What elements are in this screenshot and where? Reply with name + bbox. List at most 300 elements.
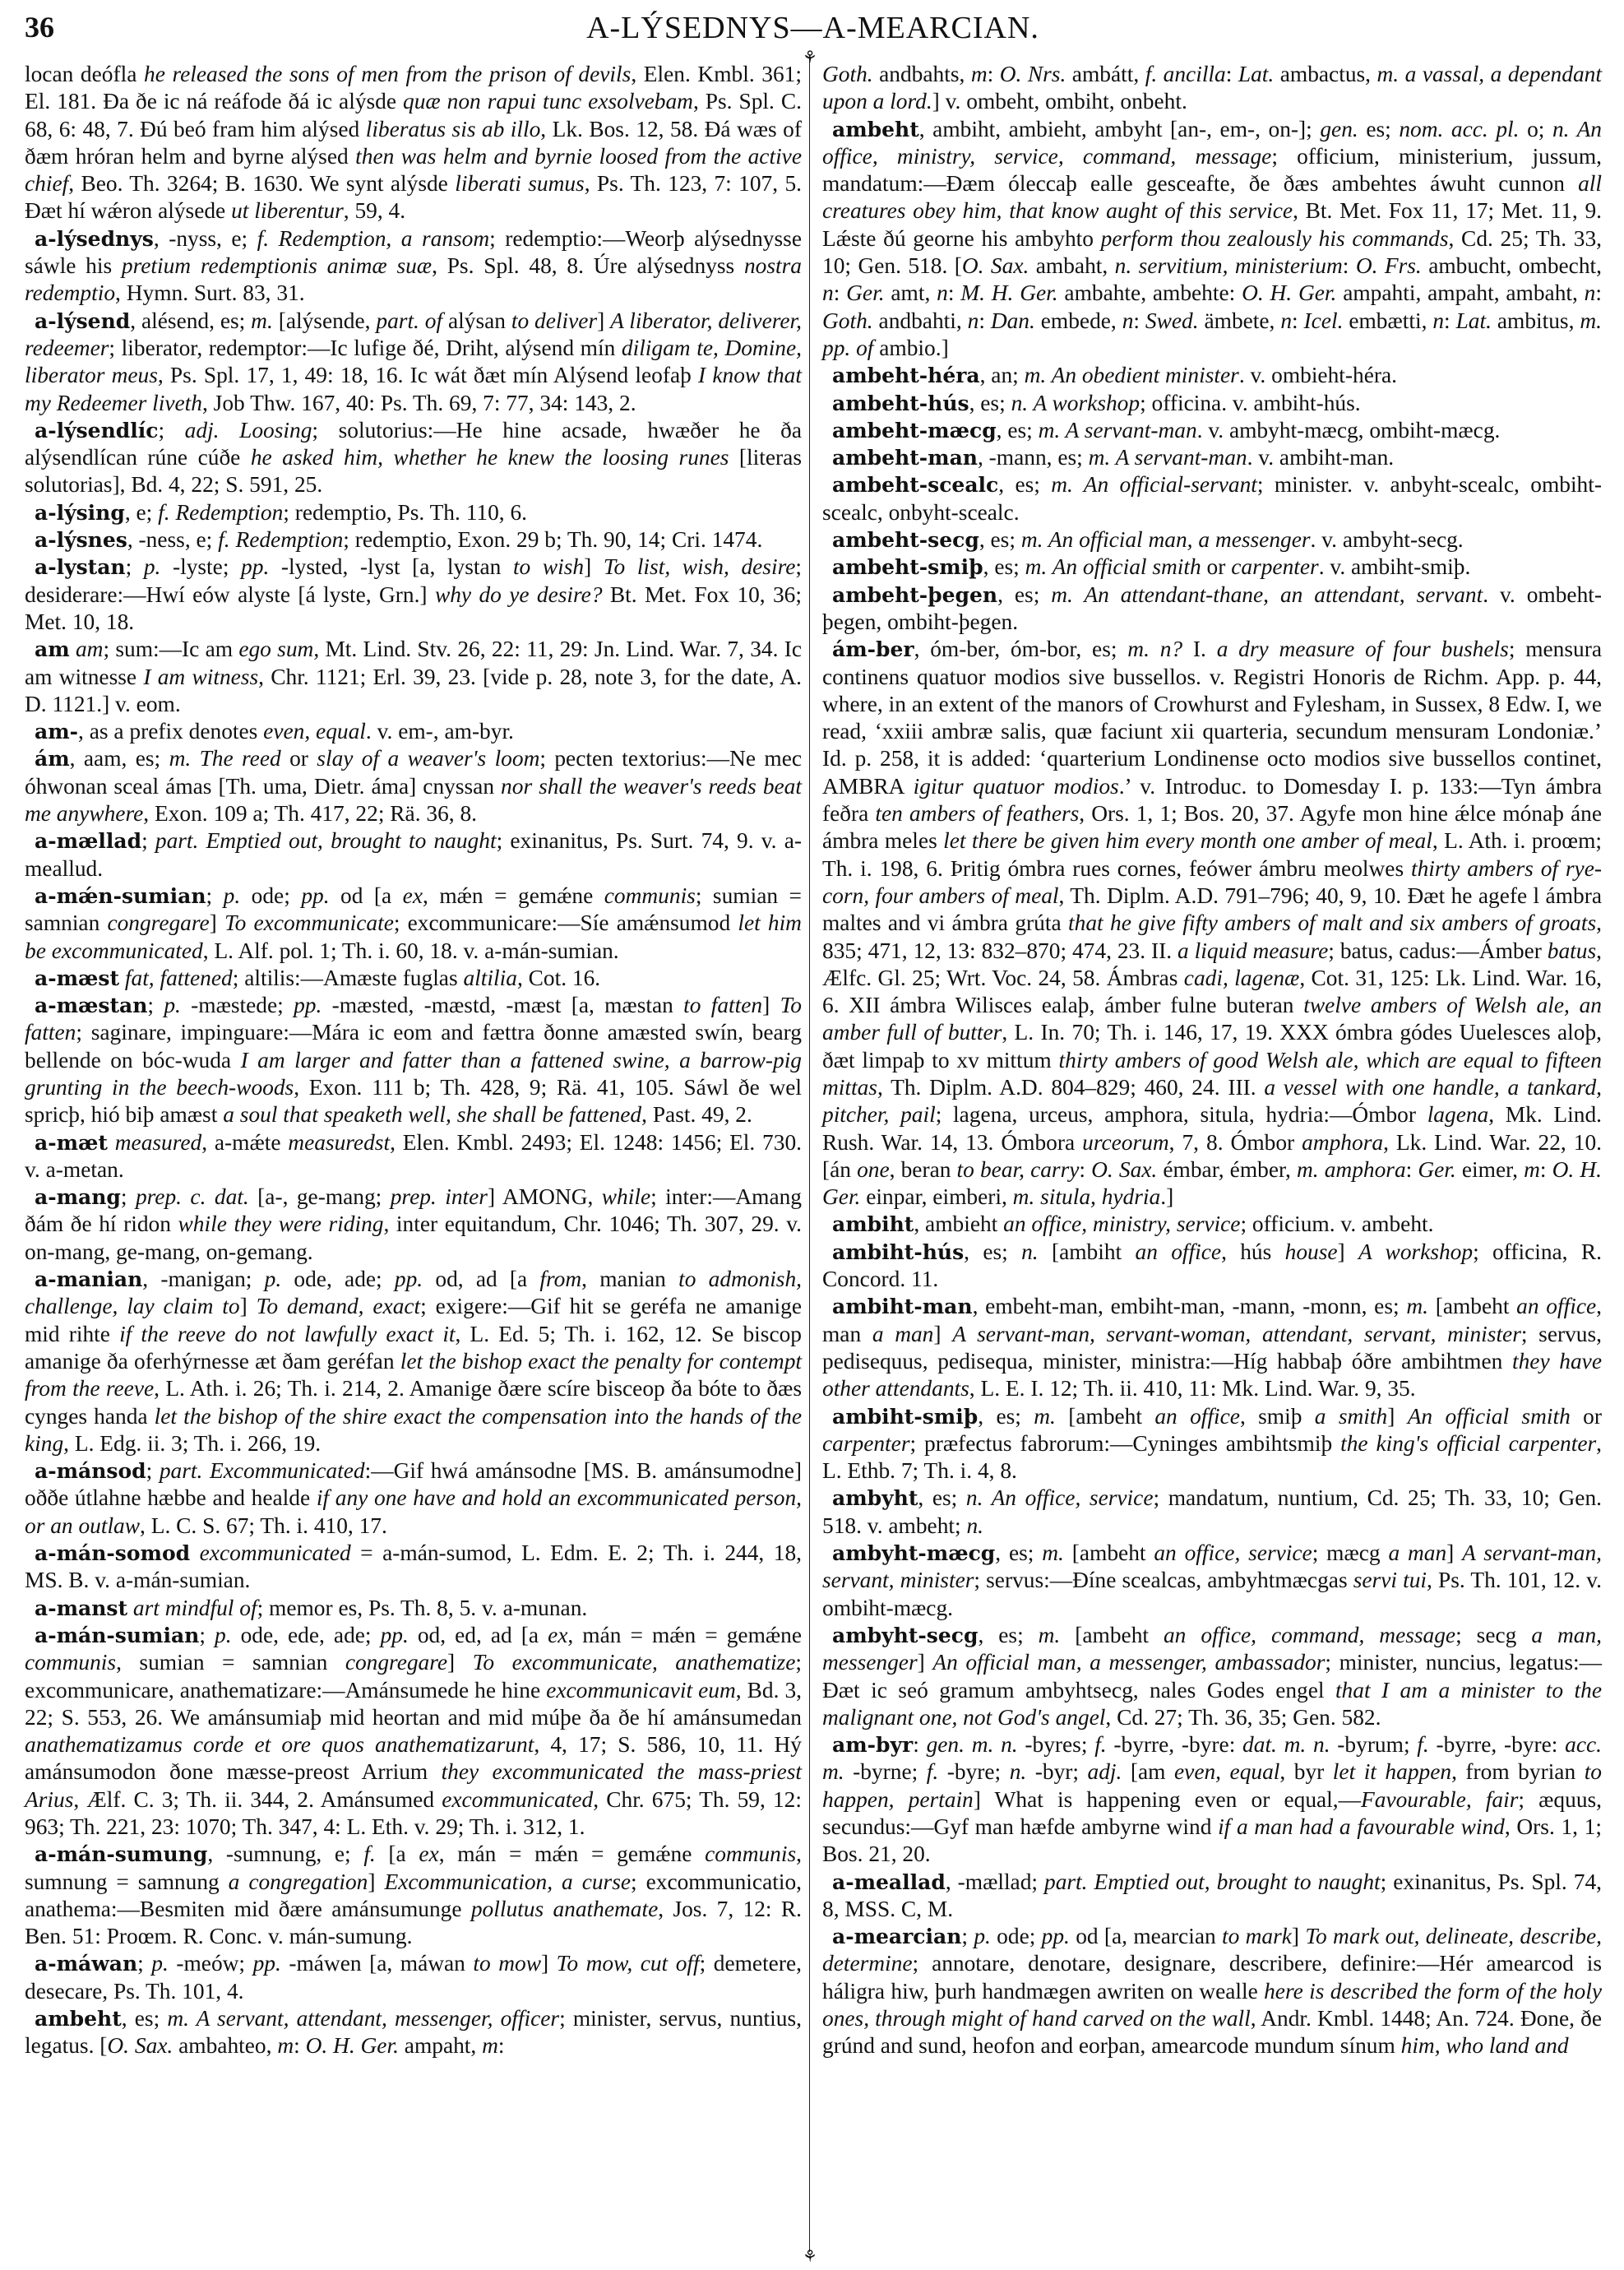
gloss-text: diligam te, Domine, liberator meus bbox=[25, 335, 803, 388]
gloss-text: if a man had a favourable wind bbox=[1218, 1814, 1505, 1839]
gloss-text: servi tui bbox=[1353, 1568, 1427, 1593]
entry-text: , Mt. Lind. Stv. 26, 22: 11, 29: Jn. Lind. War. 7, 34. Ic am witnesse bbox=[25, 637, 803, 689]
entry-text: , es; bbox=[997, 581, 1052, 607]
entry-text: -mæsted, -mæstd, -mæst [a, mæstan bbox=[322, 993, 684, 1018]
gloss-text: then was helm and byrnie loosed from the active chief bbox=[25, 143, 802, 197]
entry-text: ; excommunicatio, anathema:—Besmiten mid ðære amánsumunge bbox=[25, 1869, 802, 1921]
entry-text: , -manigan; bbox=[142, 1267, 265, 1292]
headword: ambiht bbox=[832, 1212, 914, 1237]
gloss-text: while bbox=[601, 1184, 651, 1210]
entry-text: alýsan bbox=[442, 308, 511, 333]
entry-text: . v. ambyht-secg. bbox=[1310, 527, 1464, 553]
entry-text: = a-mán-sumod, L. Edm. E. 2; Th. i. 244, 18, MS. B. v. a-mán-sumian. bbox=[25, 1540, 802, 1593]
entry-text: -lyste; bbox=[160, 554, 242, 580]
entry-text: ode, ade; bbox=[281, 1267, 395, 1292]
entry-text: , Exon. 109 a; Th. 417, 22; Rä. 36, 8. bbox=[143, 801, 478, 827]
entry-text: ; bbox=[961, 1924, 974, 1949]
gloss-text: To list, wish, desire bbox=[603, 554, 796, 580]
entry-text: : bbox=[987, 62, 1000, 86]
dictionary-entry bbox=[25, 2005, 802, 2060]
gloss-text: let the bishop exact the penalty for contempt from the reeve bbox=[25, 1348, 802, 1401]
gloss-text: n. An office, ministry, service, command, message bbox=[822, 116, 1602, 169]
gloss-text: n bbox=[1280, 308, 1293, 333]
gloss-text: n. servitium, ministerium bbox=[1114, 253, 1343, 279]
dictionary-entry bbox=[25, 499, 802, 526]
entry-text: , Ps. Spl. C. 68, 6: 48, 7. Ðú beó fram him alýsed bbox=[25, 89, 802, 141]
headword: ambyht-mæcg bbox=[832, 1541, 996, 1566]
gloss-text: to happen, pertain bbox=[822, 1759, 1602, 1812]
gloss-text: house bbox=[1284, 1239, 1338, 1264]
dictionary-entry bbox=[25, 225, 802, 308]
headword: ambiht-hús bbox=[832, 1239, 965, 1264]
headword: a-mæst bbox=[35, 966, 120, 990]
gloss-text: pp. bbox=[241, 554, 270, 580]
headword: a-lýsnes bbox=[35, 528, 127, 553]
dictionary-entry bbox=[822, 1211, 1602, 1238]
entry-text: : bbox=[1342, 253, 1356, 279]
gloss-text: nostra redemptio bbox=[25, 253, 802, 306]
entry-text: , mǽn = gemǽne bbox=[423, 883, 604, 908]
entry-text: ; bbox=[137, 1951, 152, 1976]
entry-text: -meów; bbox=[168, 1951, 253, 1976]
dictionary-entry bbox=[822, 116, 1602, 363]
headword: ambeht bbox=[35, 2007, 122, 2031]
entry-text: , Ors. 1, 1; Bos. 21, 20. bbox=[822, 1814, 1602, 1867]
entry-text: ; officium, ministerium, jussum, mandatum:—Ðæm óleccaþ ealle gesceafte, ðe ðæs ambehtes áwuht cunnon bbox=[822, 143, 1602, 197]
entry-text: : bbox=[947, 280, 961, 306]
gloss-text: let it happen bbox=[1332, 1759, 1452, 1785]
entry-text: ambitus, bbox=[1491, 308, 1580, 333]
entry-text: : bbox=[1539, 1156, 1552, 1182]
entry-text: ambahteo, bbox=[173, 2033, 278, 2059]
entry-text: , L. Ethb. 7; Th. i. 4, 8. bbox=[822, 1430, 1602, 1484]
dictionary-entry bbox=[822, 554, 1602, 581]
gloss-text: why do ye desire? bbox=[434, 581, 603, 607]
gloss-text: to fatten bbox=[683, 993, 763, 1018]
entry-text: -byres; bbox=[1017, 1732, 1095, 1758]
entry-text: ; desiderare:—Hwí eów alyste [á lyste, Grn.] bbox=[25, 554, 802, 607]
gloss-text: m. bbox=[1042, 1540, 1064, 1566]
entry-text: [alýsende, bbox=[272, 308, 377, 333]
dictionary-entry bbox=[822, 444, 1602, 471]
entry-text: ] bbox=[1446, 1540, 1463, 1566]
entry-text: ] bbox=[447, 1650, 473, 1675]
entry-text: , es; bbox=[121, 2006, 168, 2031]
gloss-text: to mark bbox=[1221, 1924, 1292, 1949]
entry-text: ; exinanitus, Ps. Surt. 74, 9. v. a-meallud. bbox=[25, 828, 802, 881]
entry-text bbox=[119, 966, 125, 990]
headword: a-lystan bbox=[35, 555, 126, 580]
gloss-text: Icel. bbox=[1303, 308, 1344, 333]
gloss-text: batus bbox=[1547, 938, 1597, 963]
gloss-text: p. bbox=[143, 554, 161, 580]
entry-text: ; excommunicare:—Síe amǽnsumod bbox=[393, 910, 738, 936]
entry-text: , L. C. S. 67; Th. i. 410, 17. bbox=[140, 1513, 387, 1538]
gloss-text: m. The reed bbox=[169, 746, 281, 771]
dictionary-entry bbox=[25, 745, 802, 827]
gloss-text: a soul that speaketh well, she shall be fattened bbox=[223, 1102, 642, 1128]
gloss-text: ego sum bbox=[238, 637, 314, 662]
entry-text: ; mandatum, nuntium, Cd. 25; Th. 33, 10; Gen. 518. v. ambeht; bbox=[822, 1485, 1602, 1538]
gloss-text: p. bbox=[151, 1951, 169, 1976]
entry-text: , Cd. 25; Th. 33, 10; Gen. 518. [ bbox=[822, 225, 1602, 279]
gloss-text: liberatus sis ab illo bbox=[365, 116, 541, 141]
entry-text: , smiþ bbox=[1239, 1403, 1315, 1429]
entry-text: locan deófla bbox=[25, 62, 144, 86]
gloss-text: n. bbox=[966, 1513, 984, 1538]
headword: ambiht-smiþ bbox=[832, 1404, 979, 1429]
entry-text: o; bbox=[1519, 116, 1552, 141]
entry-text: , Th. Diplm. A.D. 791–796; 40, 9, 10. Ðæt he agefe l ámbra maltes and vi ámbra grúta bbox=[822, 883, 1602, 936]
gloss-text: n bbox=[1122, 308, 1134, 333]
entry-text: , man bbox=[822, 1294, 1602, 1346]
headword: a-mán-sumung bbox=[35, 1842, 208, 1867]
gloss-text: m bbox=[482, 2033, 498, 2059]
entry-text: , Ps. Th. 101, 12. v. ombiht-mæcg. bbox=[822, 1568, 1602, 1620]
entry-text: , L. Alf. pol. 1; Th. i. 60, 18. v. a-mán-sumian. bbox=[202, 938, 619, 963]
entry-text: , Elen. Kmbl. 2493; El. 1248: 1456; El. 730. v. a-metan. bbox=[25, 1129, 802, 1182]
gloss-text: f. Redemption bbox=[158, 499, 284, 525]
entry-text: ; bbox=[141, 828, 155, 854]
dictionary-entry bbox=[822, 581, 1602, 637]
entry-text: ampaht, bbox=[398, 2033, 483, 2059]
entry-text: , ambiht, ambieht, ambyht [an-, em-, on-]; bbox=[918, 116, 1321, 141]
headword: ambeht-héra bbox=[832, 364, 980, 388]
gloss-text: gen. m. n. bbox=[926, 1732, 1018, 1758]
headword: a-meallad bbox=[832, 1869, 946, 1894]
entry-text: , Hymn. Surt. 83, 31. bbox=[115, 280, 305, 306]
entry-text: ] bbox=[933, 1321, 953, 1346]
entry-text: , inter equitandum, Chr. 1046; Th. 307, 29. v. on-mang, ge-mang, on-gemang. bbox=[25, 1211, 802, 1264]
dictionary-entry bbox=[25, 1540, 802, 1595]
gloss-text: p. bbox=[164, 993, 181, 1018]
entry-text: [ambeht bbox=[1427, 1294, 1517, 1319]
entry-text: , Chr. 1121; Erl. 39, 23. [vide p. 28, note 3, for the date, A. D. 1121.] v. eom. bbox=[25, 664, 802, 716]
entry-text: , Lk. Bos. 12, 58. Ðá wæs of ðæm hróran helm and byrne alýsed bbox=[25, 116, 802, 169]
gloss-text: congregare bbox=[107, 910, 210, 936]
entry-text: ; altilis:—Amæste fuglas bbox=[232, 965, 464, 990]
dictionary-entry bbox=[822, 1869, 1602, 1924]
gloss-text: A liberator, deliverer, redeemer bbox=[25, 308, 802, 360]
gloss-text: pp. bbox=[294, 993, 322, 1018]
gloss-text: To excommunicate bbox=[224, 910, 394, 936]
gloss-text: m bbox=[970, 62, 988, 86]
entry-continuation bbox=[25, 61, 802, 225]
gloss-text: f. bbox=[926, 1759, 939, 1785]
entry-text: ; æquus, secundus:—Gyf man hæfde ambyrne wind bbox=[822, 1786, 1603, 1839]
gloss-text: m. An official man, a messenger bbox=[1020, 527, 1311, 553]
entry-text: ] bbox=[762, 993, 780, 1018]
gloss-text: An official man, a messenger, ambassador bbox=[932, 1650, 1326, 1675]
headword: ambeht-secg bbox=[832, 528, 979, 553]
entry-text: [a-, ge-mang; bbox=[248, 1184, 391, 1210]
gloss-text: p. bbox=[264, 1267, 282, 1292]
dictionary-entry bbox=[822, 1540, 1602, 1622]
gloss-text: m. situla, hydria bbox=[1012, 1184, 1161, 1210]
headword: ambiht-man bbox=[832, 1295, 973, 1319]
gloss-text: O. H. Ger. bbox=[1242, 280, 1337, 306]
headword: a-mællad bbox=[35, 829, 142, 854]
gloss-text: communis bbox=[705, 1841, 797, 1867]
entry-text: ; bbox=[125, 554, 144, 580]
entry-text: ämbete, bbox=[1198, 308, 1281, 333]
entry-text: , embeht-man, embiht-man, -mann, -monn, es; bbox=[972, 1294, 1407, 1319]
dictionary-entry bbox=[25, 308, 802, 417]
entry-text: Bt. Met. Fox 10, 36; Met. 10, 18. bbox=[25, 581, 802, 634]
headword: ám bbox=[35, 747, 70, 771]
gloss-text: m. n? bbox=[1127, 637, 1183, 662]
gloss-text: A workshop bbox=[1358, 1239, 1474, 1264]
gloss-text: O. Sax. bbox=[1091, 1156, 1158, 1182]
entry-text: ambahte, ambehte: bbox=[1057, 280, 1242, 306]
gloss-text: f. bbox=[1417, 1732, 1429, 1758]
entry-continuation bbox=[822, 61, 1602, 116]
entry-text: amt, bbox=[884, 280, 937, 306]
gloss-text: p. bbox=[974, 1924, 991, 1949]
entry-text: , es; bbox=[996, 417, 1039, 442]
entry-text: , 4, 17; S. 586, 10, 11. Hý amánsumodon ðone mæsse-preost Arrium bbox=[25, 1732, 802, 1785]
entry-text: ] bbox=[584, 554, 604, 580]
gloss-text: part. Emptied out, brought to naught bbox=[1044, 1869, 1381, 1894]
entry-text: , L. In. 70; Th. i. 146, 17, 19. XXX ómbra gódes Uuelesces aloþ, ðæt limpaþ to xv mittum bbox=[822, 1020, 1602, 1072]
entry-text: ; bbox=[146, 1458, 160, 1484]
gloss-text: he released the sons of men from the prison of devils bbox=[144, 62, 632, 86]
gloss-text: To demand, exact bbox=[256, 1294, 421, 1319]
dictionary-entry bbox=[25, 965, 802, 992]
gloss-text: to wish bbox=[512, 554, 585, 580]
entry-text: , 59, 4. bbox=[343, 198, 406, 224]
gloss-text: liberati sumus bbox=[455, 171, 585, 197]
entry-text: ] bbox=[239, 1294, 257, 1319]
entry-text: , Bt. Met. Fox 11, 17; Met. 11, 9. Lǽste ðú georne his ambyhto bbox=[822, 198, 1602, 251]
entry-text: ; redemptio, Ps. Th. 110, 6. bbox=[283, 499, 528, 525]
gloss-text: n. A workshop bbox=[1011, 390, 1141, 415]
entry-text: ; batus, cadus:—Ámber bbox=[1328, 938, 1548, 963]
dictionary-entry bbox=[25, 883, 802, 965]
dictionary-entry bbox=[25, 1457, 802, 1540]
gloss-text: let him be excommunicated bbox=[25, 910, 802, 963]
gloss-text: let there be given him every month one amber of meal bbox=[943, 828, 1432, 854]
entry-text: od [a, mearcian bbox=[1069, 1924, 1222, 1949]
entry-text: ; saginare, impinguare:—Mára ic eom and fættra ðonne amæsted swín, bearg bellende on bóc-wuda bbox=[25, 1020, 802, 1072]
entry-text: [ambeht bbox=[1055, 1403, 1155, 1429]
gloss-text: Lat. bbox=[1238, 62, 1275, 86]
headword: a-lýsendlíc bbox=[35, 418, 159, 442]
headword: ambeht-scealc bbox=[832, 473, 999, 498]
gloss-text: anathematizamus corde et ore quos anathematizarunt bbox=[25, 1732, 534, 1758]
gloss-text: M. H. Ger. bbox=[960, 280, 1058, 306]
entry-text: ] bbox=[1337, 1239, 1358, 1264]
entry-text: , es; bbox=[918, 1485, 966, 1511]
entry-text: or bbox=[280, 746, 317, 771]
entry-text: , L. Ath. i. 26; Th. i. 214, 2. Amanige ðære scíre bisceop ða bóte to ðæs cynges handa bbox=[25, 1376, 802, 1429]
entry-text: , sumnung = samnung bbox=[25, 1841, 802, 1894]
gloss-text: to deliver bbox=[511, 308, 598, 333]
gloss-text: m bbox=[1524, 1156, 1540, 1182]
dictionary-entry bbox=[822, 390, 1602, 417]
dictionary-entry bbox=[822, 1403, 1602, 1485]
entry-text: ; exinanitus, Ps. Spl. 74, 8, MSS. C, M. bbox=[822, 1869, 1602, 1921]
entry-text: , -sumnung, e; bbox=[207, 1841, 364, 1867]
entry-text bbox=[190, 1540, 200, 1565]
entry-text: , -mann, es; bbox=[977, 445, 1089, 470]
entry-text: ; lagena, urceus, amphora, situla, hydria:—Ómbor bbox=[935, 1102, 1427, 1128]
entry-text: ; exigere:—Gif hit se geréfa ne amanige mid rihte bbox=[25, 1294, 802, 1346]
left-column bbox=[25, 61, 802, 2060]
entry-text: -byrne; bbox=[844, 1759, 927, 1785]
entry-text: , byr bbox=[1279, 1759, 1333, 1785]
gloss-text: they have other attendants bbox=[822, 1348, 1602, 1401]
gloss-text: Ger. bbox=[846, 280, 885, 306]
gloss-text: thirty ambers of rye-corn, four ambers of meal bbox=[822, 855, 1602, 908]
headword: a-mang bbox=[35, 1185, 121, 1210]
entry-text: ; bbox=[206, 883, 224, 908]
entry-text bbox=[127, 1596, 133, 1620]
entry-text: , e; bbox=[124, 499, 159, 525]
entry-text: , an; bbox=[979, 363, 1025, 388]
gloss-text: prep. inter bbox=[390, 1184, 488, 1210]
headword: ambeht-smiþ bbox=[832, 555, 983, 580]
gloss-text: Dan. bbox=[990, 308, 1035, 333]
entry-text: , Beo. Th. 3264; B. 1630. We synt alýsde bbox=[68, 171, 456, 197]
entry-text: ode, ede, ade; bbox=[231, 1622, 381, 1647]
entry-text: : bbox=[1405, 1156, 1418, 1182]
gloss-text: thirty ambers of good Welsh ale, which are equal to fifteen mittas bbox=[822, 1047, 1602, 1100]
gloss-text: pp. bbox=[1041, 1924, 1070, 1949]
gloss-text: dat. m. n. bbox=[1242, 1732, 1330, 1758]
gloss-text: a smith bbox=[1314, 1403, 1388, 1429]
gloss-text: n. An office, service bbox=[965, 1485, 1154, 1511]
dictionary-entry bbox=[822, 526, 1602, 554]
gloss-text: m. An official-servant bbox=[1051, 472, 1257, 498]
entry-text: ; minister. v. anbyht-scealc, ombiht-scealc, onbyht-scealc. bbox=[822, 472, 1602, 525]
entry-text: -byrre, -byre: bbox=[1106, 1732, 1243, 1758]
gloss-text: O. H. Ger. bbox=[305, 2033, 399, 2059]
headword: am bbox=[35, 637, 70, 662]
gloss-text: slay of a weaver's loom bbox=[317, 746, 540, 771]
dictionary-entry bbox=[822, 1293, 1602, 1402]
entry-text: eimer, bbox=[1455, 1156, 1525, 1182]
entry-text: ; mensura continens quatuor modios sive bussellos. v. Registri Honoris de Richm. App. p. 44, where, in an extent of the manors of Crowhurst and Fylesham, in Sussex, 8 Edw. I, we read, ‘xxiii ambræ salis, quæ faciunt xii quarteria, secundum mensuram Londoniæ.’ Id. p. 258, it is added: ‘quarterium Londinense octo modios sive bussellos continet, AMBRA bbox=[822, 637, 1603, 799]
gloss-text: Swed. bbox=[1145, 308, 1199, 333]
entry-text: : bbox=[979, 308, 991, 333]
gloss-text: n. bbox=[1021, 1239, 1039, 1264]
gloss-text: if any one have and hold an excommunicated person, or an outlaw bbox=[25, 1485, 802, 1538]
headword: a-máwan bbox=[35, 1952, 138, 1976]
entry-text: , óm-ber, óm-bor, es; bbox=[914, 637, 1128, 662]
gloss-text: nor shall the weaver's reeds beat me anywhere bbox=[25, 773, 802, 827]
headword: ambeht-mæcg bbox=[832, 418, 997, 442]
gloss-text: n. bbox=[1009, 1759, 1027, 1785]
dictionary-entry bbox=[25, 1622, 802, 1841]
entry-text: ode; bbox=[240, 883, 302, 908]
entry-text: embætti, bbox=[1343, 308, 1433, 333]
entry-text: , aam, es; bbox=[69, 746, 169, 771]
entry-text: , Andr. Kmbl. 1448; An. 724. Ðone, ðe grúnd and sund, heofon and eorþan, amearcode mundum sínum bbox=[822, 2006, 1602, 2059]
entry-text: . v. ambiht-man. bbox=[1247, 445, 1395, 470]
entry-text: , Ps. Th. 123, 7: 107, 5. Ðæt hí wǽron alýsede bbox=[25, 171, 802, 224]
dictionary-entry bbox=[822, 1731, 1602, 1868]
gloss-text: f. bbox=[363, 1841, 376, 1867]
right-column bbox=[822, 61, 1602, 2060]
entry-text: ; demetere, desecare, Ps. Th. 101, 4. bbox=[25, 1951, 802, 2004]
gloss-text: part. of bbox=[376, 308, 443, 333]
entry-text: . v. em-, am-byr. bbox=[365, 719, 514, 744]
gloss-text: here is described the form of the holy ones, through might of hand carved on the wall bbox=[822, 1978, 1602, 2031]
entry-text: -máwen [a, máwan bbox=[280, 1951, 474, 1976]
gloss-text: communis bbox=[604, 883, 696, 908]
gloss-text: that I am a minister to the malignant one, not God's angel bbox=[822, 1677, 1602, 1730]
gloss-text: an office bbox=[1516, 1294, 1597, 1319]
headword: a-mæt bbox=[35, 1130, 108, 1155]
gloss-text: they excommunicated the mass-priest Arius bbox=[25, 1759, 802, 1812]
gloss-text: f. Redemption bbox=[218, 527, 344, 553]
entry-text: , Past. 49, 2. bbox=[641, 1102, 752, 1128]
gloss-text: m. An official smith bbox=[1025, 554, 1201, 580]
headword: a-mán-somod bbox=[35, 1541, 191, 1566]
gloss-text: A servant-man, servant-woman, attendant, servant, minister bbox=[952, 1321, 1521, 1346]
entry-text: , Exon. 111 b; Th. 428, 9; Rä. 41, 105. Sáwl ðe wel spricþ, hió biþ amæst bbox=[25, 1074, 802, 1128]
gloss-text: pollutus anathemate bbox=[470, 1896, 659, 1921]
gloss-text: ex bbox=[419, 1841, 439, 1867]
entry-text: , ambieht bbox=[914, 1211, 1004, 1237]
entry-text: : bbox=[1225, 62, 1238, 86]
entry-text: , from byrian bbox=[1451, 1759, 1585, 1785]
entry-text: émbar, émber, bbox=[1157, 1156, 1297, 1182]
gloss-text: excommunicated bbox=[199, 1540, 351, 1566]
entry-text: :—Gif hwá amánsodne [MS. B. amánsumodne] oððe útlahne hæbbe and healde bbox=[25, 1458, 802, 1511]
gloss-text: To fatten bbox=[25, 993, 802, 1045]
gloss-text: all creatures obey him, that know aught of this service bbox=[822, 171, 1602, 224]
entry-text: ; redemptio:—Weorþ alýsednysse sáwle his bbox=[25, 225, 802, 279]
headword: a-mearcian bbox=[832, 1925, 962, 1949]
entry-text: , Lk. Lind. War. 22, 10. [án bbox=[822, 1129, 1602, 1182]
gloss-text: acc. m. bbox=[822, 1732, 1603, 1785]
gloss-text: p. bbox=[223, 883, 241, 908]
entry-text: , Ps. Spl. 48, 8. Úre alýsednyss bbox=[432, 253, 744, 279]
entry-text: , es; bbox=[978, 1622, 1039, 1647]
entry-text: , -mællad; bbox=[945, 1869, 1044, 1894]
gloss-text: he asked him, whether he knew the loosing runes bbox=[250, 445, 729, 470]
entry-text: : bbox=[1133, 308, 1145, 333]
gloss-text: quæ non rapui tunc exsolvebam bbox=[403, 89, 693, 114]
entry-text: [ambeht bbox=[1063, 1540, 1154, 1566]
headword: a-mæstan bbox=[35, 994, 148, 1018]
entry-text: ; officina, R. Concord. 11. bbox=[822, 1239, 1602, 1292]
gloss-text: igitur quatuor modios bbox=[913, 773, 1119, 799]
entry-text: , es; bbox=[995, 1540, 1043, 1566]
gloss-text: twelve ambers of Welsh ale, an amber full of butter bbox=[822, 993, 1602, 1045]
gloss-text: from bbox=[539, 1267, 582, 1292]
entry-text: ; sum:—Ic am bbox=[103, 637, 239, 662]
gloss-text: excommunicated bbox=[442, 1786, 594, 1812]
entry-text: : bbox=[294, 2033, 306, 2059]
entry-text: ; mæcg bbox=[1312, 1540, 1389, 1566]
gloss-text: communis bbox=[25, 1650, 117, 1675]
entry-text: ; sumian = samnian bbox=[25, 883, 802, 936]
gloss-text: excommunicavit eum bbox=[546, 1677, 736, 1702]
entry-text: , as a prefix denotes bbox=[78, 719, 264, 744]
gloss-text: measuredst bbox=[288, 1129, 391, 1155]
entry-text: od [a bbox=[329, 883, 403, 908]
entry-text: , Cot. 31, 125: Lk. Lind. War. 16, 6. XII ámbra Wilisces ealaþ, ámber fulne buteran bbox=[822, 965, 1602, 1018]
entry-text: : bbox=[1595, 280, 1602, 306]
gloss-text: a liquid measure bbox=[1178, 938, 1329, 963]
gloss-text: nom. acc. pl. bbox=[1399, 116, 1520, 141]
gloss-text: ut liberentur bbox=[231, 198, 344, 224]
entry-text: ; bbox=[147, 993, 164, 1018]
headword: ambyht-secg bbox=[832, 1623, 979, 1647]
